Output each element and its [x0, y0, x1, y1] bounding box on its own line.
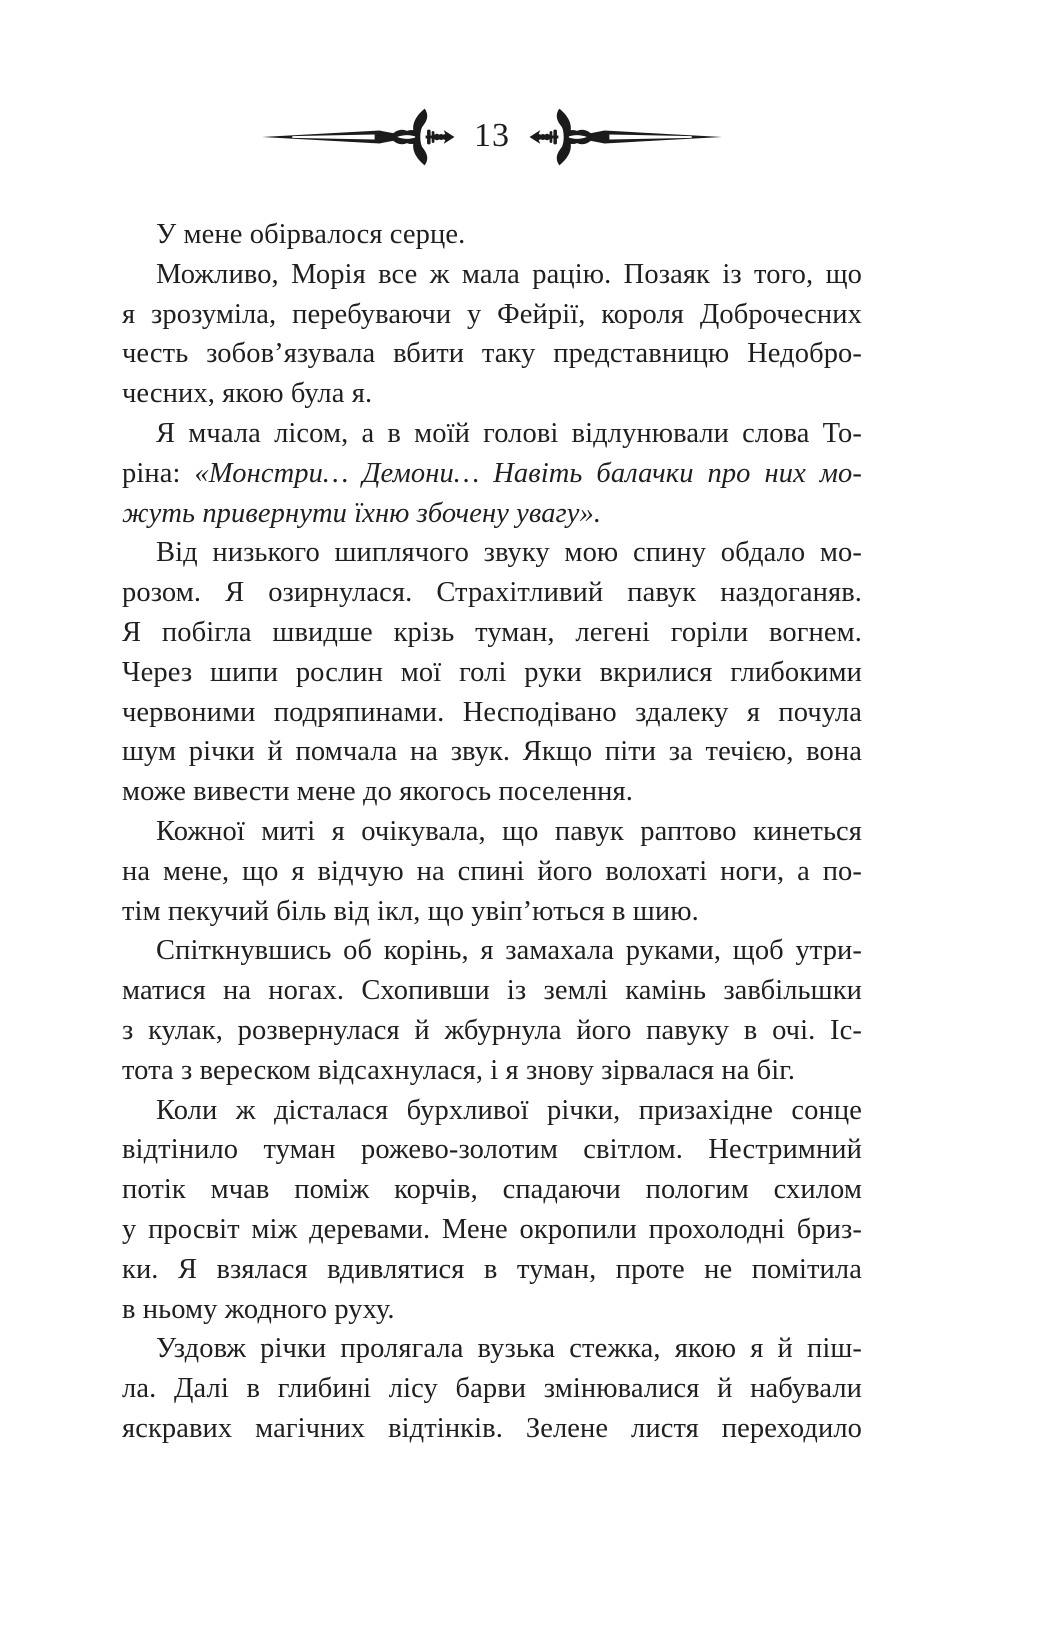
- sword-ornament-right-icon: [529, 107, 725, 167]
- text-line: [122, 852, 862, 892]
- text-segment: в ньому жодного руху.: [122, 1293, 395, 1325]
- text-segment: відтінило туман рожево-золотим світлом. Нестримний: [122, 1134, 862, 1166]
- text-line: [122, 494, 862, 534]
- text-line: [122, 374, 862, 414]
- text-line: [122, 1409, 862, 1449]
- text-line: [122, 1210, 862, 1250]
- text-line: [122, 215, 862, 255]
- text-line: [122, 1250, 862, 1290]
- text-segment: Через шипи рослин мої голі руки вкрилися глибокими: [122, 656, 862, 688]
- text-segment: ла. Далі в глибині лісу барви змінювалися й набували: [122, 1373, 862, 1405]
- text-segment: чесних, якою була я.: [122, 378, 373, 410]
- text-line: [122, 1170, 862, 1210]
- text-line: [122, 295, 862, 335]
- text-segment: Можливо, Морія все ж мала рацію. Позаяк із того, що: [156, 258, 862, 290]
- text-line: [122, 931, 862, 971]
- text-line: [122, 613, 862, 653]
- text-line: [122, 1011, 862, 1051]
- text-segment: шум річки й помчала на звук. Якщо піти за течією, вона: [122, 736, 862, 768]
- text-line: [122, 1130, 862, 1170]
- text-segment: ки. Я взялася вдивлятися в туман, проте не помітила: [122, 1253, 862, 1285]
- text-segment: я зрозуміла, перебуваючи у Фейрії, короля Доброчесних: [122, 298, 862, 330]
- text-line: [122, 732, 862, 772]
- text-line: [122, 414, 862, 454]
- text-segment: Уздовж річки пролягала вузька стежка, якою я й піш-: [156, 1333, 862, 1365]
- text-segment: тім пекучий біль від ікл, що увіп’ються в шию.: [122, 895, 699, 927]
- text-line: [122, 334, 862, 374]
- text-segment: потік мчав поміж корчів, спадаючи пологим схилом: [122, 1174, 862, 1206]
- text-line: [122, 1051, 862, 1091]
- text-line: [122, 653, 862, 693]
- text-segment: ріна:: [122, 457, 195, 489]
- text-block: [122, 215, 862, 1449]
- text-line: [122, 533, 862, 573]
- text-segment: Коли ж дісталася бурхливої річки, призахідне сонце: [156, 1094, 862, 1126]
- page-number: 13: [474, 117, 510, 154]
- text-line: [122, 772, 862, 812]
- text-line: [122, 812, 862, 852]
- text-segment: У мене обірвалося серце.: [156, 219, 466, 250]
- text-segment: у просвіт між деревами. Мене окропили прохолодні бриз-: [122, 1213, 862, 1245]
- text-segment: тота з вереском відсахнулася, і я знову зірвалася на біг.: [122, 1054, 796, 1086]
- text-segment: Спіткнувшись об корінь, я замахала руками, щоб утри-: [156, 935, 862, 967]
- text-segment: може вивести мене до якогось поселення.: [122, 776, 633, 808]
- text-segment: Кожної миті я очікувала, що павук раптово кинеться: [156, 815, 862, 847]
- text-segment: Я мчала лісом, а в моїй голові відлунювали слова То-: [156, 417, 862, 449]
- sword-ornament-left-icon: [259, 107, 455, 167]
- text-line: [122, 1369, 862, 1409]
- text-segment: Від низького шиплячого звуку мою спину обдало мо-: [156, 537, 862, 569]
- text-segment-italic: «Монстри… Демони… Навіть балачки про них мо-: [194, 457, 862, 489]
- text-segment: Я побігла швидше крізь туман, легені горіли вогнем.: [122, 616, 862, 648]
- text-segment: матися на ногах. Схопивши із землі камінь завбільшки: [122, 975, 862, 1007]
- text-segment-italic: жуть привернути їхню збочену увагу».: [122, 497, 602, 529]
- text-segment: червоними подряпинами. Несподівано здалеку я почула: [122, 696, 862, 728]
- text-line: [122, 255, 862, 295]
- text-line: [122, 573, 862, 613]
- text-segment: з кулак, розвернулася й жбурнула його павуку в очі. Іс-: [122, 1014, 862, 1046]
- text-line: [122, 892, 862, 932]
- text-segment: яскравих магічних відтінків. Зелене листя переходило: [122, 1412, 862, 1444]
- text-line: [122, 693, 862, 733]
- text-line: [122, 971, 862, 1011]
- text-segment: честь зобов’язувала вбити таку представницю Недобро-: [122, 338, 862, 370]
- text-line: [122, 1329, 862, 1369]
- text-segment: на мене, що я відчую на спині його волохаті ноги, а по-: [122, 855, 862, 887]
- text-line: [122, 454, 862, 494]
- text-segment: розом. Я озирнулася. Страхітливий павук наздоганяв.: [122, 577, 862, 609]
- text-line: [122, 1290, 862, 1330]
- text-line: [122, 1091, 862, 1131]
- page-header: [122, 104, 862, 170]
